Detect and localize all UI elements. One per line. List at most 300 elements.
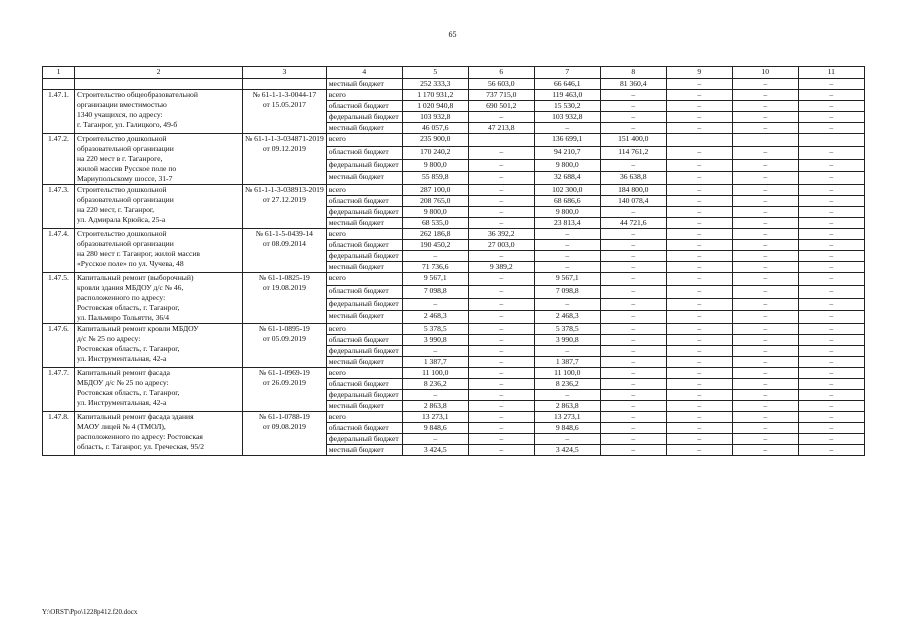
column-header-6: 6 <box>468 67 534 79</box>
value-cell-col-9: – <box>666 185 732 196</box>
value-cell-col-7: – <box>534 298 600 311</box>
value-cell-col-10: – <box>732 346 798 357</box>
value-cell-col-5: 1 387,7 <box>402 357 468 368</box>
entry-name-cell: Строительство дошкольной образовательной организации на 220 мест, г. Таганрог, ул. Адмирала Крюйса, 25-а <box>75 185 243 229</box>
entry-doc-cell: № 61-1-0788-19 от 09.08.2019 <box>243 412 327 456</box>
budget-type-cell: всего <box>326 368 402 379</box>
entry-doc-cell: № 61-1-0895-19 от 05.09.2019 <box>243 324 327 368</box>
value-cell-col-10: – <box>732 159 798 172</box>
value-cell-col-8: – <box>600 101 666 112</box>
value-cell-col-5: – <box>402 434 468 445</box>
value-cell-col-6: – <box>468 357 534 368</box>
value-cell-col-6: – <box>468 273 534 286</box>
value-cell-col-6: – <box>468 218 534 229</box>
entry-number-cell: 1.47.3. <box>43 185 75 229</box>
value-cell-col-7: – <box>534 434 600 445</box>
value-cell-col-11: – <box>798 423 864 434</box>
value-cell-col-9: – <box>666 251 732 262</box>
value-cell-col-11: – <box>798 196 864 207</box>
value-cell-col-9: – <box>666 434 732 445</box>
value-cell-col-11: – <box>798 379 864 390</box>
value-cell-col-7: 7 098,8 <box>534 285 600 298</box>
value-cell-col-11: – <box>798 172 864 185</box>
budget-type-cell: местный бюджет <box>326 218 402 229</box>
value-cell-col-6: – <box>468 196 534 207</box>
value-cell-col-11: – <box>798 335 864 346</box>
value-cell-col-11: – <box>798 240 864 251</box>
value-cell-col-5: 8 236,2 <box>402 379 468 390</box>
entry-number-cell: 1.47.7. <box>43 368 75 412</box>
page-number: 65 <box>448 30 457 39</box>
value-cell-col-10: – <box>732 172 798 185</box>
entry-number-cell: 1.47.5. <box>43 273 75 324</box>
entry-name-cell: Капитальный ремонт кровли МБДОУ д/с № 25 по адресу: Ростовская область, г. Таганрог, ул. Инструментальная, 42-а <box>75 324 243 368</box>
table-row <box>43 229 865 240</box>
value-cell-col-10: – <box>732 90 798 101</box>
header-row <box>43 67 865 79</box>
value-cell-col-6: 690 501,2 <box>468 101 534 112</box>
column-header-9: 9 <box>666 67 732 79</box>
column-header-4: 4 <box>326 67 402 79</box>
value-cell-col-9: – <box>666 335 732 346</box>
value-cell-col-9: – <box>666 346 732 357</box>
value-cell-col-5: 190 450,2 <box>402 240 468 251</box>
budget-type-cell: областной бюджет <box>326 379 402 390</box>
value-cell-col-11: – <box>798 207 864 218</box>
budget-type-cell: всего <box>326 273 402 286</box>
value-cell-col-5: 208 765,0 <box>402 196 468 207</box>
value-cell-col-5: 46 057,6 <box>402 123 468 134</box>
column-header-7: 7 <box>534 67 600 79</box>
column-header-5: 5 <box>402 67 468 79</box>
value-cell-col-5: 68 535,0 <box>402 218 468 229</box>
value-cell-col-7: 9 800,0 <box>534 207 600 218</box>
value-cell-col-9: – <box>666 196 732 207</box>
entry-doc-cell: № 61-1-1-3-038913-2019 от 27.12.2019 <box>243 185 327 229</box>
value-cell-col-10: – <box>732 207 798 218</box>
value-cell-col-5: – <box>402 346 468 357</box>
value-cell-col-8: 81 360,4 <box>600 79 666 90</box>
value-cell-col-11: – <box>798 346 864 357</box>
value-cell-col-8: 114 761,2 <box>600 146 666 159</box>
value-cell-col-6: – <box>468 285 534 298</box>
budget-type-cell: местный бюджет <box>326 172 402 185</box>
value-cell-col-10: – <box>732 445 798 456</box>
value-cell-col-6: – <box>468 172 534 185</box>
budget-type-cell: местный бюджет <box>326 79 402 90</box>
value-cell-col-8: – <box>600 251 666 262</box>
value-cell-col-9: – <box>666 229 732 240</box>
entry-number-cell: 1.47.2. <box>43 134 75 185</box>
value-cell-col-6: – <box>468 185 534 196</box>
budget-type-cell: местный бюджет <box>326 123 402 134</box>
value-cell-col-8: – <box>600 159 666 172</box>
column-header-1: 1 <box>43 67 75 79</box>
value-cell-col-8: – <box>600 346 666 357</box>
value-cell-col-9: – <box>666 240 732 251</box>
value-cell-col-6: 47 213,8 <box>468 123 534 134</box>
value-cell-col-10: – <box>732 311 798 324</box>
value-cell-col-9: – <box>666 357 732 368</box>
value-cell-col-8: 140 078,4 <box>600 196 666 207</box>
value-cell-col-5: 3 424,5 <box>402 445 468 456</box>
value-cell-col-8: – <box>600 123 666 134</box>
entry-name-cell: Строительство дошкольной образовательной организации на 280 мест г. Таганрог, жилой массив «Русское поле» по ул. Чучева, 48 <box>75 229 243 273</box>
value-cell-col-6: – <box>468 298 534 311</box>
value-cell-col-11: – <box>798 79 864 90</box>
table-row <box>43 185 865 196</box>
budget-type-cell: местный бюджет <box>326 401 402 412</box>
value-cell-col-7: 15 530,2 <box>534 101 600 112</box>
value-cell-col-8: – <box>600 273 666 286</box>
budget-type-cell: всего <box>326 229 402 240</box>
value-cell-col-11: – <box>798 285 864 298</box>
entry-doc-cell <box>243 79 327 90</box>
value-cell-col-8: 36 638,8 <box>600 172 666 185</box>
value-cell-col-10: – <box>732 112 798 123</box>
value-cell-col-11: – <box>798 368 864 379</box>
value-cell-col-9: – <box>666 401 732 412</box>
budget-type-cell: всего <box>326 90 402 101</box>
value-cell-col-6: – <box>468 112 534 123</box>
budget-type-cell: местный бюджет <box>326 311 402 324</box>
value-cell-col-10: – <box>732 423 798 434</box>
value-cell-col-10: – <box>732 379 798 390</box>
value-cell-col-11: – <box>798 434 864 445</box>
budget-type-cell: областной бюджет <box>326 146 402 159</box>
table-row <box>43 134 865 147</box>
value-cell-col-5: 9 800,0 <box>402 159 468 172</box>
value-cell-col-9: – <box>666 324 732 335</box>
column-header-2: 2 <box>75 67 243 79</box>
entry-name-cell <box>75 79 243 90</box>
value-cell-col-11: – <box>798 90 864 101</box>
value-cell-col-9: – <box>666 123 732 134</box>
value-cell-col-11: – <box>798 101 864 112</box>
value-cell-col-8: 151 400,0 <box>600 134 666 147</box>
budget-type-cell: федеральный бюджет <box>326 298 402 311</box>
value-cell-col-5: 2 863,8 <box>402 401 468 412</box>
value-cell-col-6: – <box>468 401 534 412</box>
table-row <box>43 368 865 379</box>
value-cell-col-6: – <box>468 368 534 379</box>
value-cell-col-11: – <box>798 445 864 456</box>
value-cell-col-8: – <box>600 401 666 412</box>
value-cell-col-8: – <box>600 229 666 240</box>
value-cell-col-5: 9 800,0 <box>402 207 468 218</box>
table-row <box>43 90 865 101</box>
value-cell-col-6: – <box>468 207 534 218</box>
value-cell-col-6 <box>468 134 534 147</box>
budget-type-cell: всего <box>326 412 402 423</box>
value-cell-col-7: – <box>534 240 600 251</box>
value-cell-col-5: 71 736,6 <box>402 262 468 273</box>
value-cell-col-6: – <box>468 445 534 456</box>
value-cell-col-10: – <box>732 434 798 445</box>
value-cell-col-10: – <box>732 146 798 159</box>
value-cell-col-9: – <box>666 112 732 123</box>
value-cell-col-8: – <box>600 207 666 218</box>
entry-doc-cell: № 61-1-0825-19 от 19.08.2019 <box>243 273 327 324</box>
value-cell-col-11 <box>798 134 864 147</box>
value-cell-col-5: 13 273,1 <box>402 412 468 423</box>
entry-number-cell: 1.47.6. <box>43 324 75 368</box>
footer-path: Y:\ORST\Ppo\1228p412.f20.docx <box>42 608 138 616</box>
value-cell-col-9: – <box>666 207 732 218</box>
value-cell-col-5: 7 098,8 <box>402 285 468 298</box>
value-cell-col-7: 102 300,0 <box>534 185 600 196</box>
value-cell-col-8: – <box>600 311 666 324</box>
value-cell-col-8: – <box>600 368 666 379</box>
value-cell-col-11: – <box>798 251 864 262</box>
value-cell-col-10: – <box>732 412 798 423</box>
value-cell-col-11: – <box>798 390 864 401</box>
value-cell-col-11: – <box>798 357 864 368</box>
value-cell-col-7: 1 387,7 <box>534 357 600 368</box>
value-cell-col-7: 9 848,6 <box>534 423 600 434</box>
value-cell-col-10 <box>732 134 798 147</box>
value-cell-col-10: – <box>732 273 798 286</box>
value-cell-col-9: – <box>666 445 732 456</box>
entry-doc-cell: № 61-1-5-0439-14 от 08.09.2014 <box>243 229 327 273</box>
value-cell-col-6: – <box>468 423 534 434</box>
value-cell-col-8: – <box>600 379 666 390</box>
value-cell-col-5: – <box>402 390 468 401</box>
value-cell-col-11: – <box>798 229 864 240</box>
value-cell-col-9: – <box>666 79 732 90</box>
budget-type-cell: федеральный бюджет <box>326 207 402 218</box>
column-header-11: 11 <box>798 67 864 79</box>
entry-doc-cell: № 61-1-1-3-034871-2019 от 09.12.2019 <box>243 134 327 185</box>
value-cell-col-11: – <box>798 218 864 229</box>
value-cell-col-9: – <box>666 159 732 172</box>
table-row <box>43 412 865 423</box>
value-cell-col-7: – <box>534 390 600 401</box>
value-cell-col-7: – <box>534 262 600 273</box>
value-cell-col-7: 11 100,0 <box>534 368 600 379</box>
value-cell-col-7: – <box>534 346 600 357</box>
value-cell-col-10: – <box>732 196 798 207</box>
value-cell-col-8: – <box>600 298 666 311</box>
value-cell-col-11: – <box>798 298 864 311</box>
value-cell-col-5: 2 468,3 <box>402 311 468 324</box>
column-header-8: 8 <box>600 67 666 79</box>
budget-type-cell: всего <box>326 185 402 196</box>
value-cell-col-7: – <box>534 229 600 240</box>
value-cell-col-11: – <box>798 123 864 134</box>
value-cell-col-11: – <box>798 159 864 172</box>
entry-number-cell <box>43 79 75 90</box>
value-cell-col-10: – <box>732 185 798 196</box>
column-header-3: 3 <box>243 67 327 79</box>
value-cell-col-6: 56 603,0 <box>468 79 534 90</box>
entry-name-cell: Капитальный ремонт (выборочный) кровли здания МБДОУ д/с № 46, расположенного по адресу: Ростовская область, г. Таганрог, ул. Пальмиро Тольятти, 36/4 <box>75 273 243 324</box>
value-cell-col-7: 9 567,1 <box>534 273 600 286</box>
value-cell-col-9: – <box>666 368 732 379</box>
value-cell-col-9: – <box>666 273 732 286</box>
value-cell-col-6: – <box>468 311 534 324</box>
value-cell-col-7: 23 813,4 <box>534 218 600 229</box>
value-cell-col-11: – <box>798 273 864 286</box>
entry-name-cell: Строительство дошкольной образовательной организации на 220 мест в г. Таганроге, жилой массив Русское поле по Мариупольскому шоссе, 31-7 <box>75 134 243 185</box>
budget-type-cell: областной бюджет <box>326 196 402 207</box>
value-cell-col-10: – <box>732 251 798 262</box>
value-cell-col-10: – <box>732 401 798 412</box>
value-cell-col-8: – <box>600 357 666 368</box>
value-cell-col-10: – <box>732 335 798 346</box>
value-cell-col-11: – <box>798 401 864 412</box>
value-cell-col-7: 2 468,3 <box>534 311 600 324</box>
value-cell-col-8: – <box>600 423 666 434</box>
entry-name-cell: Строительство общеобразовательной организации вместимостью 1340 учащихся, по адресу: г. Таганрог, ул. Галицкого, 49-б <box>75 90 243 134</box>
value-cell-col-7: – <box>534 251 600 262</box>
value-cell-col-10: – <box>732 324 798 335</box>
value-cell-col-9: – <box>666 218 732 229</box>
budget-type-cell: всего <box>326 324 402 335</box>
entry-number-cell: 1.47.1. <box>43 90 75 134</box>
value-cell-col-7: 32 688,4 <box>534 172 600 185</box>
budget-type-cell: местный бюджет <box>326 357 402 368</box>
value-cell-col-9: – <box>666 90 732 101</box>
entry-name-cell: Капитальный ремонт фасада МБДОУ д/с № 25 по адресу: Ростовская область, г. Таганрог, ул. Инструментальная, 42-а <box>75 368 243 412</box>
value-cell-col-6: – <box>468 146 534 159</box>
value-cell-col-11: – <box>798 185 864 196</box>
budget-type-cell: местный бюджет <box>326 445 402 456</box>
value-cell-col-6: – <box>468 324 534 335</box>
value-cell-col-5: 1 020 940,8 <box>402 101 468 112</box>
value-cell-col-7: – <box>534 123 600 134</box>
value-cell-col-5: 103 932,8 <box>402 112 468 123</box>
value-cell-col-5: 252 333,3 <box>402 79 468 90</box>
value-cell-col-10: – <box>732 285 798 298</box>
value-cell-col-7: 3 424,5 <box>534 445 600 456</box>
value-cell-col-9: – <box>666 285 732 298</box>
entry-name-cell: Капитальный ремонт фасада здания МАОУ лицей № 4 (ТМОЛ), расположенного по адресу: Ростовская область, г. Таганрог, ул. Греческая, 95/2 <box>75 412 243 456</box>
value-cell-col-8: – <box>600 412 666 423</box>
budget-type-cell: федеральный бюджет <box>326 159 402 172</box>
budget-type-cell: федеральный бюджет <box>326 390 402 401</box>
budget-type-cell: областной бюджет <box>326 423 402 434</box>
value-cell-col-9: – <box>666 146 732 159</box>
value-cell-col-5: 287 100,0 <box>402 185 468 196</box>
budget-type-cell: всего <box>326 134 402 147</box>
value-cell-col-7: 2 863,8 <box>534 401 600 412</box>
value-cell-col-9: – <box>666 311 732 324</box>
value-cell-col-6: – <box>468 159 534 172</box>
value-cell-col-10: – <box>732 229 798 240</box>
budget-type-cell: федеральный бюджет <box>326 251 402 262</box>
value-cell-col-7: 5 378,5 <box>534 324 600 335</box>
value-cell-col-5: 11 100,0 <box>402 368 468 379</box>
value-cell-col-10: – <box>732 240 798 251</box>
value-cell-col-8: – <box>600 112 666 123</box>
value-cell-col-10: – <box>732 123 798 134</box>
value-cell-col-5: 1 170 931,2 <box>402 90 468 101</box>
value-cell-col-7: 103 932,8 <box>534 112 600 123</box>
value-cell-col-6: – <box>468 412 534 423</box>
value-cell-col-7: 9 800,0 <box>534 159 600 172</box>
value-cell-col-11: – <box>798 146 864 159</box>
value-cell-col-5: 3 990,8 <box>402 335 468 346</box>
value-cell-col-8: – <box>600 285 666 298</box>
value-cell-col-7: 66 646,1 <box>534 79 600 90</box>
value-cell-col-5: 262 186,8 <box>402 229 468 240</box>
value-cell-col-6: 27 003,0 <box>468 240 534 251</box>
value-cell-col-10: – <box>732 101 798 112</box>
value-cell-col-5: 9 567,1 <box>402 273 468 286</box>
budget-type-cell: областной бюджет <box>326 101 402 112</box>
value-cell-col-8: 44 721,6 <box>600 218 666 229</box>
value-cell-col-9: – <box>666 101 732 112</box>
table-row-carryover <box>43 79 865 90</box>
value-cell-col-11: – <box>798 311 864 324</box>
value-cell-col-7: 136 699,1 <box>534 134 600 147</box>
value-cell-col-7: 119 463,0 <box>534 90 600 101</box>
value-cell-col-8: – <box>600 262 666 273</box>
budget-type-cell: федеральный бюджет <box>326 434 402 445</box>
value-cell-col-6: 9 389,2 <box>468 262 534 273</box>
entry-number-cell: 1.47.4. <box>43 229 75 273</box>
value-cell-col-8: 184 800,0 <box>600 185 666 196</box>
value-cell-col-6: 737 715,0 <box>468 90 534 101</box>
value-cell-col-5: 235 900,0 <box>402 134 468 147</box>
budget-type-cell: федеральный бюджет <box>326 112 402 123</box>
value-cell-col-9: – <box>666 390 732 401</box>
value-cell-col-6: – <box>468 434 534 445</box>
value-cell-col-7: 3 990,8 <box>534 335 600 346</box>
value-cell-col-9: – <box>666 172 732 185</box>
value-cell-col-8: – <box>600 335 666 346</box>
column-header-10: 10 <box>732 67 798 79</box>
entry-doc-cell: № 61-1-0969-19 от 26.09.2019 <box>243 368 327 412</box>
value-cell-col-9: – <box>666 379 732 390</box>
value-cell-col-10: – <box>732 368 798 379</box>
value-cell-col-5: 55 859,8 <box>402 172 468 185</box>
value-cell-col-11: – <box>798 262 864 273</box>
value-cell-col-11: – <box>798 412 864 423</box>
value-cell-col-6: 36 392,2 <box>468 229 534 240</box>
value-cell-col-5: 9 848,6 <box>402 423 468 434</box>
value-cell-col-10: – <box>732 79 798 90</box>
value-cell-col-8: – <box>600 390 666 401</box>
value-cell-col-6: – <box>468 379 534 390</box>
budget-type-cell: федеральный бюджет <box>326 346 402 357</box>
entry-number-cell: 1.47.8. <box>43 412 75 456</box>
value-cell-col-9: – <box>666 298 732 311</box>
value-cell-col-5: – <box>402 298 468 311</box>
value-cell-col-7: 8 236,2 <box>534 379 600 390</box>
value-cell-col-8: – <box>600 90 666 101</box>
table-row <box>43 324 865 335</box>
value-cell-col-9: – <box>666 262 732 273</box>
budget-type-cell: областной бюджет <box>326 335 402 346</box>
value-cell-col-8: – <box>600 434 666 445</box>
value-cell-col-6: – <box>468 390 534 401</box>
value-cell-col-6: – <box>468 346 534 357</box>
value-cell-col-9 <box>666 134 732 147</box>
value-cell-col-9: – <box>666 412 732 423</box>
value-cell-col-8: – <box>600 324 666 335</box>
value-cell-col-10: – <box>732 390 798 401</box>
value-cell-col-6: – <box>468 335 534 346</box>
value-cell-col-7: 13 273,1 <box>534 412 600 423</box>
value-cell-col-10: – <box>732 218 798 229</box>
budget-type-cell: местный бюджет <box>326 262 402 273</box>
table-row <box>43 273 865 286</box>
value-cell-col-7: 68 686,6 <box>534 196 600 207</box>
budget-type-cell: областной бюджет <box>326 285 402 298</box>
value-cell-col-10: – <box>732 357 798 368</box>
